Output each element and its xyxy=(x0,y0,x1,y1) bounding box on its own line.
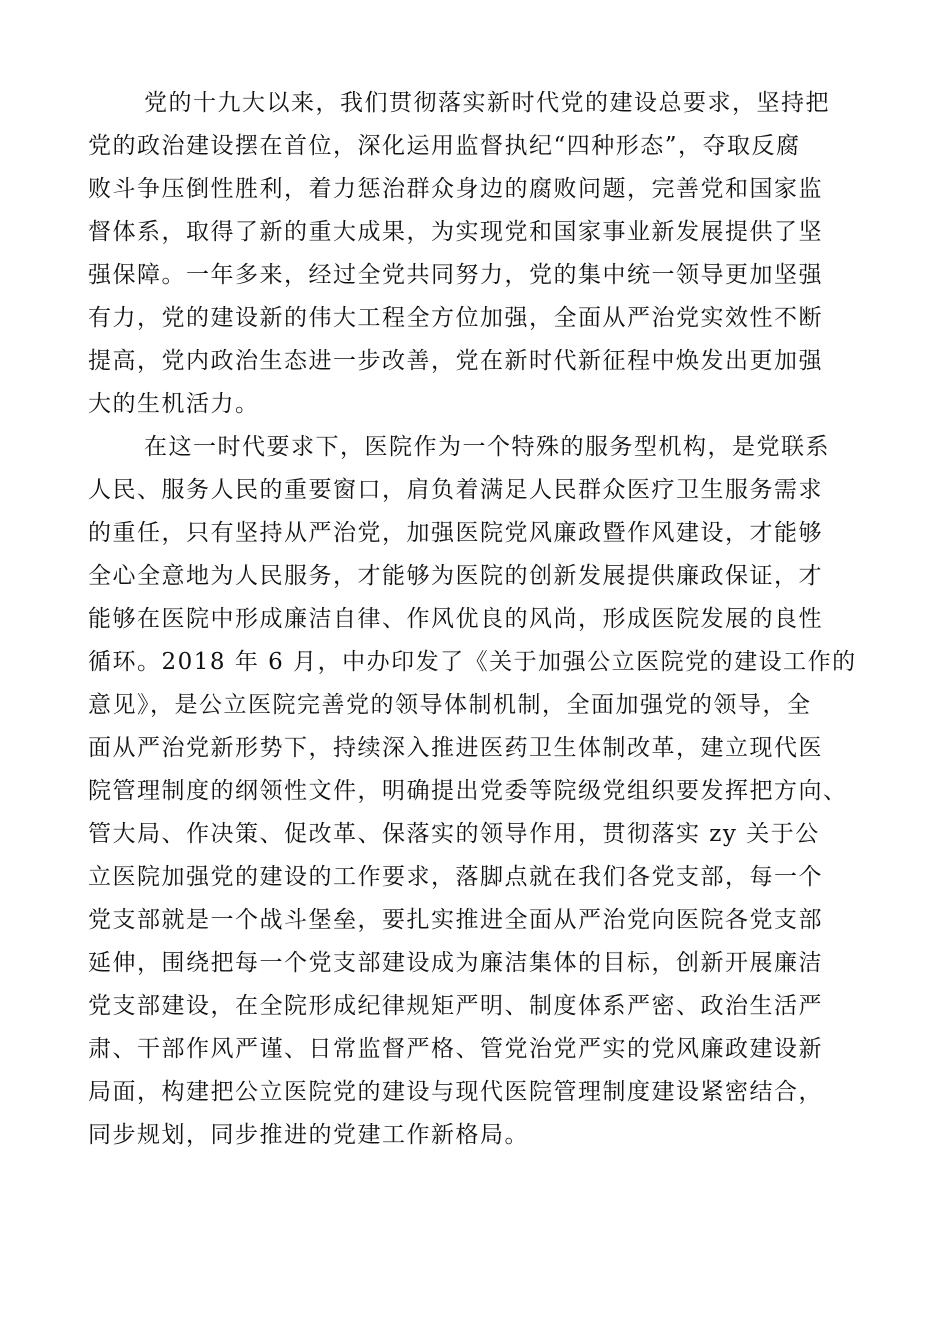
paragraph-1-line-1: 党的十九大以来，我们贯彻落实新时代党的建设总要求，坚持把 xyxy=(144,90,830,116)
paragraph-1-line-4: 督体系，取得了新的重大成果，为实现党和国家事业新发展提供了坚 xyxy=(88,219,823,245)
paragraph-2-line-7: 意见》，是公立医院完善党的领导体制机制，全面加强党的领导，全 xyxy=(88,692,812,718)
paragraph-2-line-15: 肃、干部作风严谨、日常监督严格、管党治党严实的党风廉政建设新 xyxy=(88,1036,823,1062)
paragraph-2-line-12: 党支部就是一个战斗堡垒，要扎实推进全面从严治党向医院各党支部 xyxy=(88,907,823,933)
paragraph-1-line-7: 提高，党内政治生态进一步改善，党在新时代新征程中焕发出更加强 xyxy=(88,348,823,374)
paragraph-1-line-8: 大的生机活力。 xyxy=(88,391,260,417)
paragraph-1-line-3: 败斗争压倒性胜利，着力惩治群众身边的腐败问题，完善党和国家监 xyxy=(88,176,823,202)
paragraph-2-line-14: 党支部建设，在全院形成纪律规矩严明、制度体系严密、政治生活严 xyxy=(88,993,823,1019)
paragraph-2-line-6: 循环。2018 年 6 月，中办印发了《关于加强公立医院党的建设工作的 xyxy=(88,649,857,675)
paragraph-2-line-9: 院管理制度的纲领性文件，明确提出党委等院级党组织要发挥把方向、 xyxy=(88,778,848,804)
paragraph-2-line-3: 的重任，只有坚持从严治党，加强医院党风廉政暨作风建设，才能够 xyxy=(88,520,823,546)
paragraph-2-line-13: 延伸，围绕把每一个党支部建设成为廉洁集体的目标，创新开展廉洁 xyxy=(88,950,823,976)
paragraph-2-line-8: 面从严治党新形势下，持续深入推进医药卫生体制改革，建立现代医 xyxy=(88,735,823,761)
paragraph-2-line-11: 立医院加强党的建设的工作要求，落脚点就在我们各党支部，每一个 xyxy=(88,864,823,890)
paragraph-1-line-5: 强保障。一年多来，经过全党共同努力，党的集中统一领导更加坚强 xyxy=(88,262,823,288)
paragraph-2-line-10: 管大局、作决策、促改革、保落实的领导作用，贯彻落实 zy 关于公 xyxy=(88,821,820,847)
paragraph-2-line-4: 全心全意地为人民服务，才能够为医院的创新发展提供廉政保证，才 xyxy=(88,563,823,589)
paragraph-1-line-2: 党的政治建设摆在首位，深化运用监督执纪“四种形态”，夺取反腐 xyxy=(88,133,801,159)
paragraph-1-line-6: 有力，党的建设新的伟大工程全方位加强，全面从严治党实效性不断 xyxy=(88,305,823,331)
paragraph-2-line-5: 能够在医院中形成廉洁自律、作风优良的风尚，形成医院发展的良性 xyxy=(88,606,823,632)
paragraph-2-line-1: 在这一时代要求下，医院作为一个特殊的服务型机构，是党联系 xyxy=(144,434,830,460)
paragraph-2-line-2: 人民、服务人民的重要窗口，肩负着满足人民群众医疗卫生服务需求 xyxy=(88,477,823,503)
paragraph-2-line-17: 同步规划，同步推进的党建工作新格局。 xyxy=(88,1122,529,1148)
paragraph-2-line-16: 局面，构建把公立医院党的建设与现代医院管理制度建设紧密结合， xyxy=(88,1079,823,1105)
